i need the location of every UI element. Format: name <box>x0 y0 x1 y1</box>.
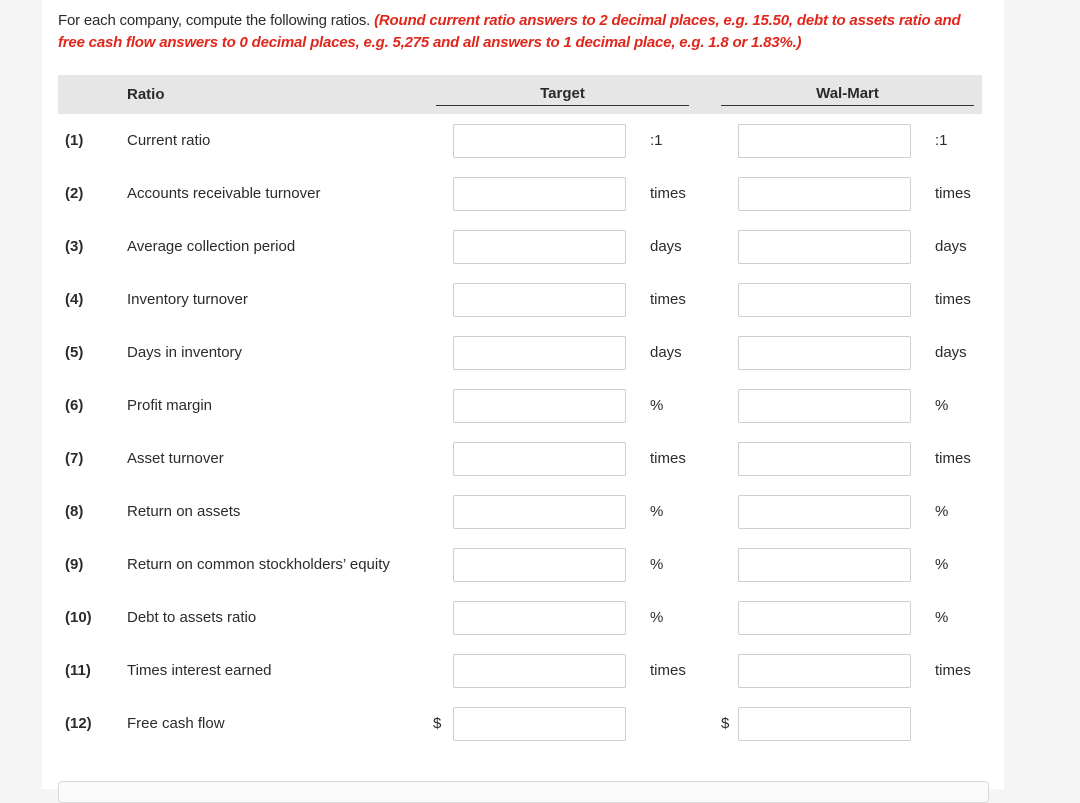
target-answer-input[interactable] <box>453 601 626 635</box>
row-number: (4) <box>65 291 84 308</box>
target-answer-input[interactable] <box>453 230 626 264</box>
row-number: (7) <box>65 450 84 467</box>
row-label: Return on assets <box>127 503 241 520</box>
target-unit: times <box>650 185 686 202</box>
walmart-answer-input[interactable] <box>738 601 911 635</box>
walmart-answer-input[interactable] <box>738 548 911 582</box>
table-row <box>0 283 1080 336</box>
target-unit: % <box>650 556 664 573</box>
table-row <box>0 230 1080 283</box>
row-label: Return on common stockholders’ equity <box>127 556 390 573</box>
walmart-answer-input[interactable] <box>738 124 911 158</box>
table-row <box>0 707 1080 760</box>
row-number: (11) <box>65 662 91 679</box>
target-answer-input[interactable] <box>453 548 626 582</box>
instructions-text <box>58 10 988 53</box>
table-row <box>0 601 1080 654</box>
column-header-ratio: Ratio <box>127 86 165 103</box>
walmart-answer-input[interactable] <box>738 177 911 211</box>
table-row <box>0 495 1080 548</box>
target-answer-input[interactable] <box>453 336 626 370</box>
row-number: (9) <box>65 556 84 573</box>
instructions-prefix: For each company, compute the following ratios. <box>58 12 375 29</box>
walmart-unit: % <box>935 503 949 520</box>
row-label: Days in inventory <box>127 344 243 361</box>
walmart-unit: times <box>935 662 971 679</box>
target-answer-input[interactable] <box>453 707 626 741</box>
walmart-answer-input[interactable] <box>738 654 911 688</box>
row-number: (2) <box>65 185 84 202</box>
walmart-unit: % <box>935 397 949 414</box>
target-answer-input[interactable] <box>453 283 626 317</box>
target-dollar-sign: $ <box>433 715 442 732</box>
row-label: Current ratio <box>127 132 211 149</box>
walmart-unit: times <box>935 185 971 202</box>
row-label: Asset turnover <box>127 450 224 467</box>
walmart-answer-input[interactable] <box>738 336 911 370</box>
walmart-answer-input[interactable] <box>738 495 911 529</box>
walmart-answer-input[interactable] <box>738 230 911 264</box>
target-answer-input[interactable] <box>453 442 626 476</box>
target-answer-input[interactable] <box>453 389 626 423</box>
walmart-unit: days <box>935 344 967 361</box>
target-answer-input[interactable] <box>453 495 626 529</box>
row-number: (3) <box>65 238 84 255</box>
next-section-panel <box>58 781 989 803</box>
table-row <box>0 389 1080 442</box>
rounding-note: (Round current ratio answers to 2 decimal places, e.g. 15.50, debt to assets ratio and free cash flow answers to 0 decimal places, e.g. 5,275 and all answers to 1 decimal place, e.g. 1.8 or 1.83%.) <box>58 12 961 51</box>
target-answer-input[interactable] <box>453 124 626 158</box>
target-unit: days <box>650 238 682 255</box>
table-row <box>0 548 1080 601</box>
target-answer-input[interactable] <box>453 654 626 688</box>
target-unit: times <box>650 291 686 308</box>
row-number: (6) <box>65 397 84 414</box>
walmart-unit: % <box>935 556 949 573</box>
row-label: Free cash flow <box>127 715 225 732</box>
table-row <box>0 654 1080 707</box>
table-row <box>0 177 1080 230</box>
table-row <box>0 442 1080 495</box>
column-header-walmart: Wal-Mart <box>721 85 974 106</box>
walmart-dollar-sign: $ <box>721 715 730 732</box>
walmart-answer-input[interactable] <box>738 442 911 476</box>
walmart-answer-input[interactable] <box>738 283 911 317</box>
target-unit: % <box>650 503 664 520</box>
target-answer-input[interactable] <box>453 177 626 211</box>
walmart-unit: times <box>935 291 971 308</box>
target-unit: days <box>650 344 682 361</box>
walmart-unit: :1 <box>935 132 948 149</box>
target-unit: times <box>650 450 686 467</box>
column-header-target: Target <box>436 85 689 106</box>
walmart-unit: % <box>935 609 949 626</box>
walmart-answer-input[interactable] <box>738 389 911 423</box>
table-row <box>0 336 1080 389</box>
walmart-unit: days <box>935 238 967 255</box>
row-number: (8) <box>65 503 84 520</box>
target-unit: times <box>650 662 686 679</box>
row-number: (5) <box>65 344 84 361</box>
row-label: Average collection period <box>127 238 296 255</box>
row-number: (12) <box>65 715 92 732</box>
row-label: Times interest earned <box>127 662 272 679</box>
row-label: Profit margin <box>127 397 213 414</box>
row-number: (1) <box>65 132 84 149</box>
row-label: Debt to assets ratio <box>127 609 257 626</box>
row-label: Accounts receivable turnover <box>127 185 321 202</box>
target-unit: % <box>650 609 664 626</box>
target-unit: % <box>650 397 664 414</box>
row-number: (10) <box>65 609 92 626</box>
table-row <box>0 124 1080 177</box>
walmart-answer-input[interactable] <box>738 707 911 741</box>
walmart-unit: times <box>935 450 971 467</box>
row-label: Inventory turnover <box>127 291 248 308</box>
target-unit: :1 <box>650 132 663 149</box>
